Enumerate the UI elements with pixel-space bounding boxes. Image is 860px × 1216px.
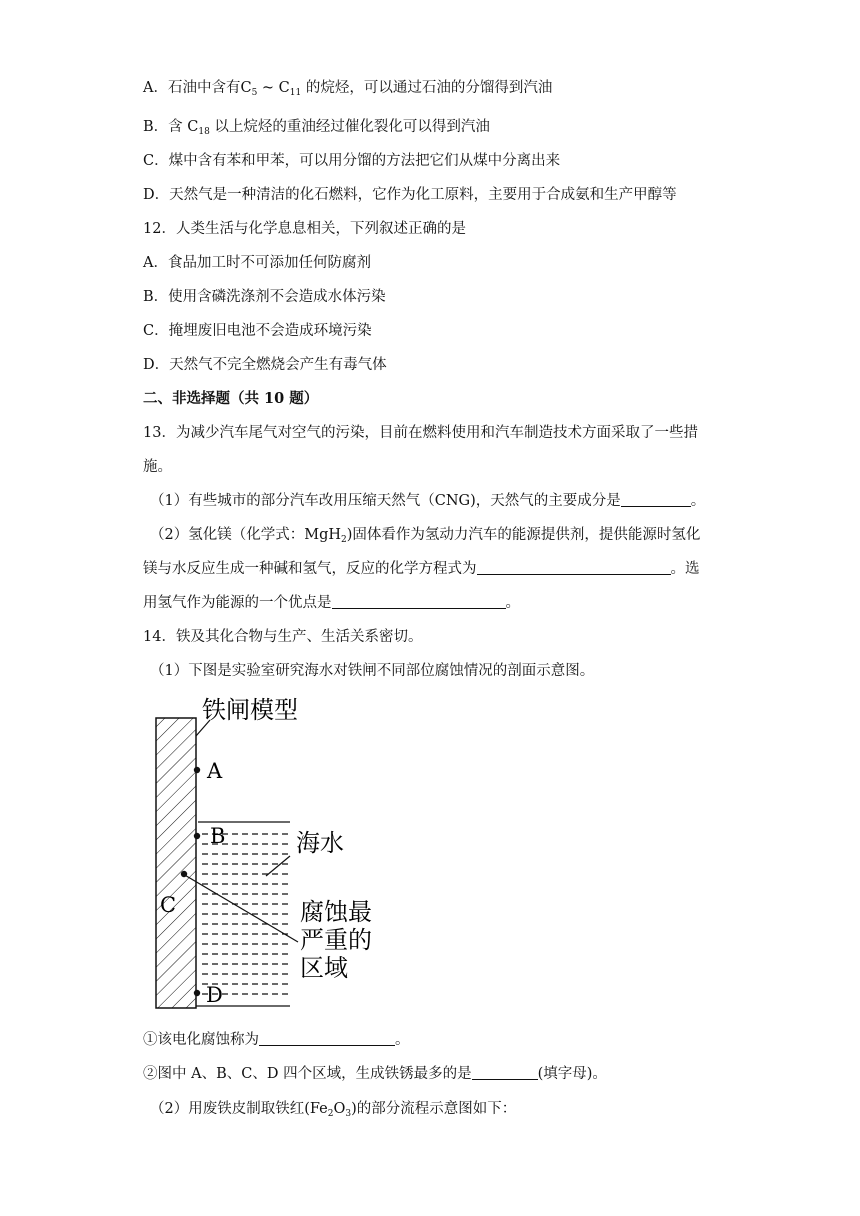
option-text: 以上烷烃的重油经过催化裂化可以得到汽油 (209, 119, 490, 135)
q12-option-a: A．食品加工时不可添加任何防腐剂 (143, 255, 371, 271)
option-text: 的烷烃，可以通过石油的分馏得到汽油 (301, 80, 553, 96)
q13-stem: 13．为减少汽车尾气对空气的污染，目前在燃料使用和汽车制造技术方面采取了一些措 (143, 425, 698, 441)
point-a-dot (194, 767, 200, 773)
section-heading: 二、非选择题（共 10 题） (143, 390, 319, 407)
subscript: 11 (289, 88, 302, 98)
q13-part2-line1 (150, 525, 700, 545)
part-text: （2）氢化镁（化学式：MgH (150, 527, 341, 543)
point-b-dot (194, 833, 200, 839)
q12-option-d: D．天然气不完全燃烧会产生有毒气体 (143, 357, 387, 373)
point-c-label: C (160, 893, 177, 917)
part-text: 。选 (670, 561, 700, 577)
q11-option-b (143, 117, 490, 137)
q14-stem: 14．铁及其化合物与生产、生活关系密切。 (143, 629, 423, 645)
answer-blank[interactable] (259, 1031, 395, 1046)
q14-subq1 (143, 1030, 410, 1050)
corrosion-label-2: 严重的 (300, 926, 372, 954)
corrosion-leader-line (183, 874, 298, 942)
q13-part2-line2 (143, 559, 700, 579)
subscript: 18 (198, 127, 210, 137)
part-text: （2）用废铁皮制取铁红(Fe (150, 1101, 328, 1117)
option-text: A．石油中含有C (143, 80, 252, 96)
sea-water (196, 822, 290, 1006)
subscript: 2 (341, 535, 347, 545)
point-d-label: D (206, 983, 223, 1007)
part-text: (填字母)。 (537, 1066, 607, 1082)
subscript: 5 (251, 88, 258, 98)
q12-stem: 12．人类生活与化学息息相关，下列叙述正确的是 (143, 221, 466, 237)
iron-gate (156, 718, 196, 1008)
answer-blank[interactable] (477, 560, 671, 575)
q13-part1 (150, 491, 705, 511)
option-text: ~ C (257, 80, 290, 96)
q14-part1: （1）下图是实验室研究海水对铁闸不同部位腐蚀情况的剖面示意图。 (150, 663, 595, 679)
q11-option-d: D．天然气是一种清洁的化石燃料，它作为化工原料，主要用于合成氨和生产甲醇等 (143, 187, 677, 203)
answer-blank[interactable] (472, 1065, 538, 1080)
part-text: （1）有些城市的部分汽车改用压缩天然气（CNG)，天然气的主要成分是 (150, 493, 621, 509)
q13-stem-cont: 施。 (143, 459, 172, 475)
part-text: ①该电化腐蚀称为 (143, 1032, 259, 1048)
option-text: B．含 C (143, 119, 199, 135)
iron-gate-diagram (140, 686, 400, 1016)
part-text: 镁与水反应生成一种碱和氢气，反应的化学方程式为 (143, 561, 477, 577)
corrosion-label-1: 腐蚀最 (300, 898, 372, 926)
part-text: O (333, 1101, 346, 1117)
sea-leader-line (266, 856, 290, 876)
part-text: ②图中 A、B、C、D 四个区域，生成铁锈最多的是 (143, 1066, 472, 1082)
part-text: )固体看作为氢动力汽车的能源提供剂，提供能源时氢化 (346, 527, 701, 543)
subscript: 2 (327, 1109, 334, 1119)
point-c-dot (181, 871, 187, 877)
answer-blank[interactable] (621, 492, 691, 507)
point-b-label: B (210, 824, 226, 848)
sea-label: 海水 (296, 829, 344, 857)
q14-part2 (150, 1099, 516, 1119)
q11-option-c: C．煤中含有苯和甲苯，可以用分馏的方法把它们从煤中分离出来 (143, 153, 561, 169)
part-text: 。 (690, 493, 706, 509)
part-text: )的部分流程示意图如下： (351, 1101, 517, 1117)
q12-option-c: C．掩埋废旧电池不会造成环境污染 (143, 323, 372, 339)
part-text: 。 (395, 1032, 410, 1048)
part-text: 。 (505, 595, 520, 611)
q14-subq2 (143, 1064, 607, 1084)
point-d-dot (194, 990, 200, 996)
q11-option-a (143, 78, 552, 98)
q13-part2-line3 (143, 593, 520, 613)
model-label: 铁闸模型 (202, 696, 298, 724)
point-a-label: A (207, 759, 223, 783)
part-text: 用氢气作为能源的一个优点是 (143, 595, 332, 611)
q12-option-b: B．使用含磷洗涤剂不会造成水体污染 (143, 289, 386, 305)
subscript: 3 (345, 1109, 352, 1119)
corrosion-label-3: 区域 (300, 954, 348, 982)
answer-blank[interactable] (332, 594, 506, 609)
